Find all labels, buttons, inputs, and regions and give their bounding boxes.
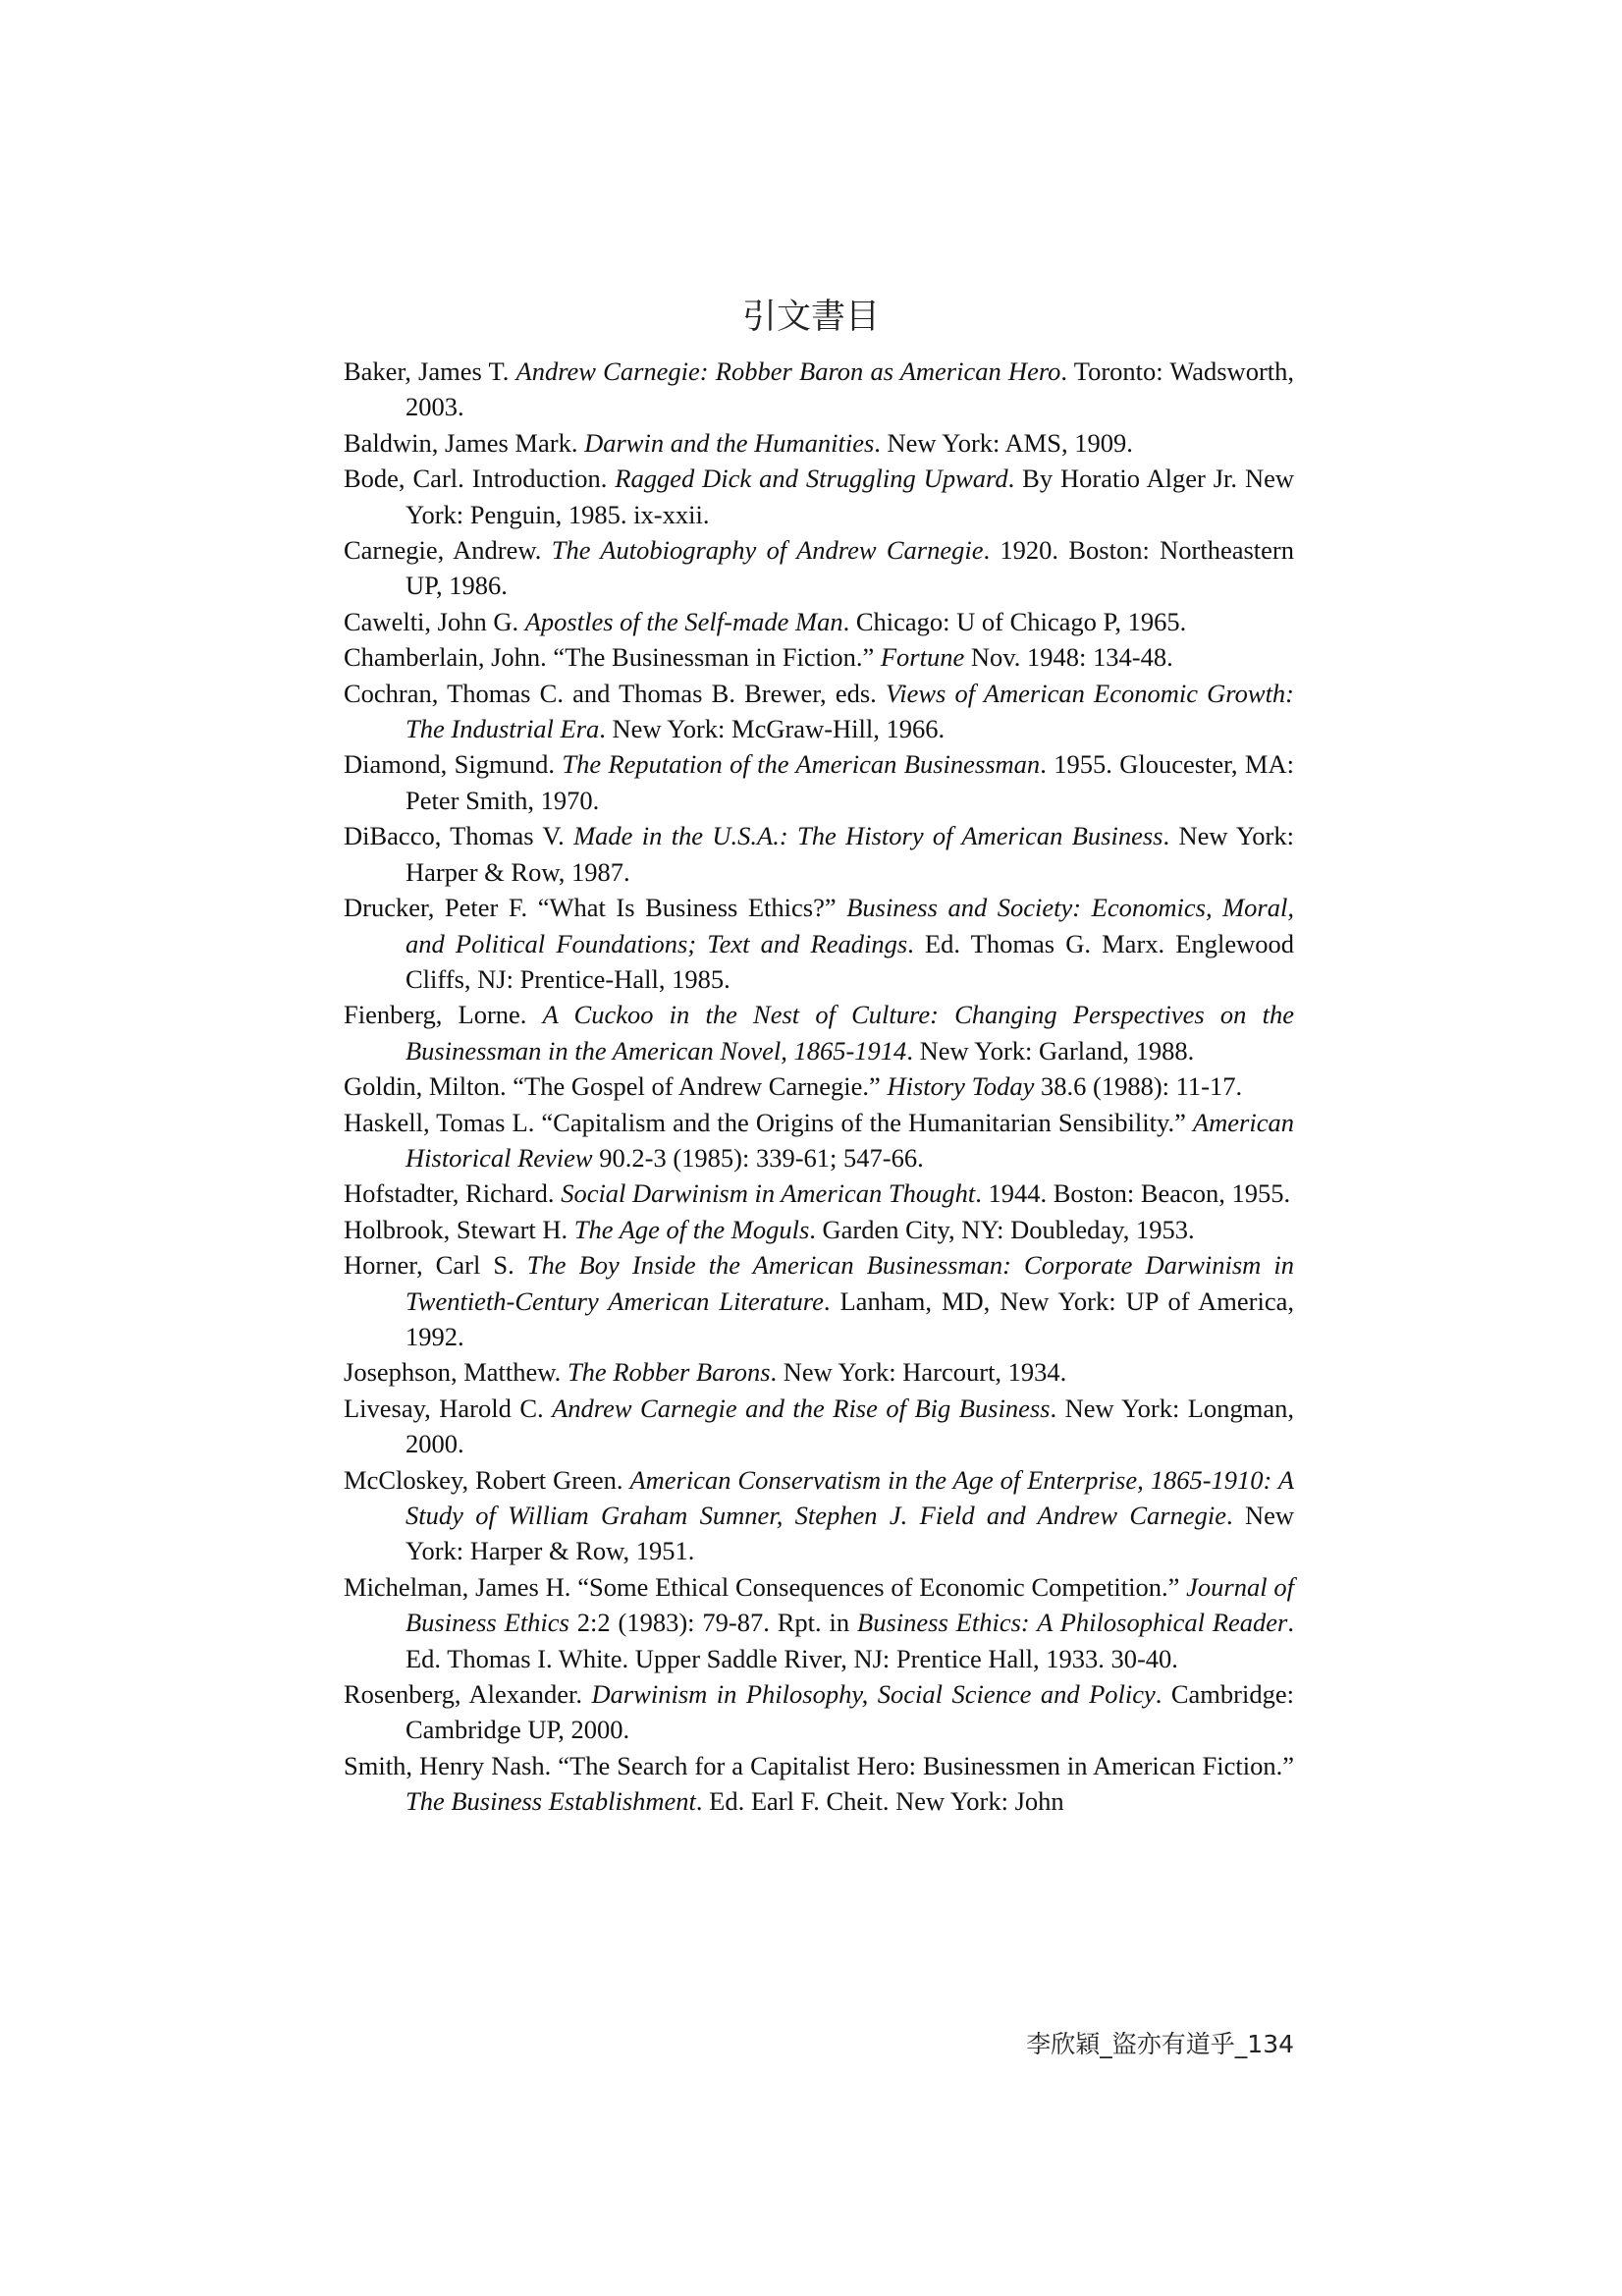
work-title: American Conservatism in the Age of Enterprise, 1865-1910: A Study of William Graham Sumner, Stephen J. Field and Andrew Carnegie [406, 1464, 1295, 1530]
entry-text: . 1920. Boston: Northeastern UP, 1986. [406, 535, 1294, 601]
work-title: The Autobiography of Andrew Carnegie [551, 535, 984, 566]
entry-text: Nov. 1948: 134-48. [964, 642, 1173, 673]
entry-text: . New York: Harper & Row, 1951. [406, 1501, 1294, 1566]
entry-text: Livesay, Harold C. [344, 1393, 553, 1423]
work-title: Business Ethics: A Philosophical Reader [857, 1608, 1288, 1638]
entry-text: . Chicago: U of Chicago P, 1965. [842, 606, 1187, 636]
work-title: The Age of the Moguls [573, 1214, 810, 1244]
entry-text: . Ed. Thomas I. White. Upper Saddle River, NJ: Prentice Hall, 1933. 30-40. [406, 1608, 1294, 1673]
work-title: History Today [887, 1071, 1035, 1102]
entry-text: Haskell, Tomas L. “Capitalism and the Origins of the Humanitarian Sensibility.” [344, 1107, 1193, 1137]
entry-text: Cawelti, John G. [344, 606, 525, 636]
work-title: The Boy Inside the American Businessman: Corporate Darwinism in Twentieth-Century American Literature [406, 1250, 1294, 1316]
work-title: American Historical Review [406, 1107, 1294, 1173]
entry-text: 38.6 (1988): 11-17. [1034, 1071, 1243, 1102]
entry-text: Hofstadter, Richard. [344, 1178, 562, 1209]
bibliography-entry [344, 461, 1294, 532]
bibliography-entry [344, 1462, 1294, 1569]
work-title: Made in the U.S.A.: The History of American Business [573, 821, 1163, 851]
bibliography-list [344, 354, 1294, 1820]
entry-text: Michelman, James H. “Some Ethical Consequences of Economic Competition.” [344, 1571, 1187, 1602]
entry-text: Horner, Carl S. [344, 1250, 527, 1281]
entry-text: Baldwin, James Mark. [344, 427, 585, 458]
entry-text: . Garden City, NY: Doubleday, 1953. [809, 1214, 1195, 1244]
entry-text: . New York: Longman, 2000. [406, 1393, 1294, 1459]
entry-text: Rosenberg, Alexander. [344, 1679, 592, 1710]
entry-text: . New York: Harcourt, 1934. [770, 1357, 1067, 1388]
entry-text: Carnegie, Andrew. [344, 535, 552, 566]
entry-text: DiBacco, Thomas V. [344, 821, 574, 851]
bibliography-entry [344, 1068, 1294, 1104]
entry-text: Baker, James T. [344, 356, 516, 386]
bibliography-entry [344, 1391, 1294, 1462]
entry-text: . New York: Harper & Row, 1987. [406, 821, 1294, 887]
entry-text: . Lanham, MD, New York: UP of America, 1992. [406, 1285, 1294, 1351]
bibliography-entry [344, 676, 1294, 747]
bibliography-entry [344, 425, 1294, 461]
page-title: 引文書目 [741, 298, 880, 338]
entry-text: . By Horatio Alger Jr. New York: Penguin, 1985. ix-xxii. [406, 464, 1295, 529]
work-title: The Business Establishment [406, 1786, 696, 1817]
bibliography-entry [344, 1175, 1294, 1211]
entry-text: McCloskey, Robert Green. [344, 1464, 630, 1495]
work-title: Social Darwinism in American Thought [561, 1178, 976, 1209]
work-title: Apostles of the Self-made Man [524, 606, 843, 636]
entry-text: . New York: AMS, 1909. [874, 427, 1133, 458]
entry-text: Bode, Carl. Introduction. [344, 464, 616, 494]
work-title: Journal of Business Ethics [406, 1571, 1294, 1638]
entry-text: Smith, Henry Nash. “The Search for a Capitalist Hero: Businessmen in American Fiction.” [344, 1750, 1294, 1780]
work-title: Ragged Dick and Struggling Upward [615, 464, 1008, 494]
bibliography-entry [344, 1105, 1294, 1176]
bibliography-entry [344, 1212, 1294, 1247]
bibliography-entry [344, 1676, 1294, 1748]
bibliography-entry [344, 604, 1294, 639]
work-title: Business and Society: Economics, Moral, and Political Foundations; Text and Readings [406, 893, 1294, 958]
work-title: The Reputation of the American Businessman [562, 749, 1041, 780]
bibliography-entry [344, 532, 1294, 604]
work-title: Fortune [880, 642, 965, 673]
entry-text: 90.2-3 (1985): 339-61; 547-66. [592, 1142, 924, 1173]
work-title: The Robber Barons [567, 1357, 771, 1388]
entry-text: . 1944. Boston: Beacon, 1955. [975, 1178, 1291, 1209]
work-title: Andrew Carnegie and the Rise of Big Business [552, 1393, 1051, 1423]
entry-text: Goldin, Milton. “The Gospel of Andrew Carnegie.” [344, 1071, 888, 1102]
work-title: Views of American Economic Growth: The Industrial Era [406, 678, 1294, 744]
bibliography-entry [344, 1748, 1294, 1820]
entry-text: . Ed. Thomas G. Marx. Englewood Cliffs, NJ: Prentice-Hall, 1985. [406, 928, 1294, 994]
page-footer: 李欣穎_盜亦有道乎_134 [1026, 2030, 1294, 2058]
entry-text: . New York: Garland, 1988. [906, 1035, 1195, 1066]
bibliography-entry [344, 354, 1294, 425]
entry-text: . Toronto: Wadsworth, 2003. [406, 356, 1295, 422]
work-title: Andrew Carnegie: Robber Baron as American Hero [515, 356, 1061, 386]
work-title: A Cuckoo in the Nest of Culture: Changing Perspectives on the Businessman in the American Novel, 1865-1914 [406, 1000, 1294, 1066]
entry-text: 2:2 (1983): 79-87. Rpt. in [568, 1608, 858, 1638]
entry-text: Diamond, Sigmund. [344, 749, 563, 780]
bibliography-entry [344, 746, 1294, 818]
work-title: Darwinism in Philosophy, Social Science and Policy [591, 1679, 1156, 1710]
entry-text: Josephson, Matthew. [344, 1357, 568, 1388]
bibliography-entry [344, 1247, 1294, 1354]
entry-text: . Ed. Earl F. Cheit. New York: John [695, 1786, 1064, 1817]
bibliography-entry [344, 890, 1294, 997]
entry-text: Chamberlain, John. “The Businessman in Fiction.” [344, 642, 881, 673]
entry-text: . Cambridge: Cambridge UP, 2000. [406, 1679, 1294, 1745]
entry-text: . New York: McGraw-Hill, 1966. [599, 714, 946, 744]
work-title: Darwin and the Humanities [584, 427, 875, 458]
entry-text: Holbrook, Stewart H. [344, 1214, 574, 1244]
entry-text: . 1955. Gloucester, MA: Peter Smith, 1970. [406, 749, 1294, 815]
bibliography-entry [344, 1569, 1294, 1676]
bibliography-entry [344, 818, 1294, 890]
entry-text: Drucker, Peter F. “What Is Business Ethics?” [344, 893, 847, 923]
entry-text: Fienberg, Lorne. [344, 1000, 543, 1030]
entry-text: Cochran, Thomas C. and Thomas B. Brewer, eds. [344, 678, 886, 708]
bibliography-entry [344, 997, 1294, 1068]
bibliography-entry [344, 639, 1294, 675]
bibliography-entry [344, 1354, 1294, 1390]
